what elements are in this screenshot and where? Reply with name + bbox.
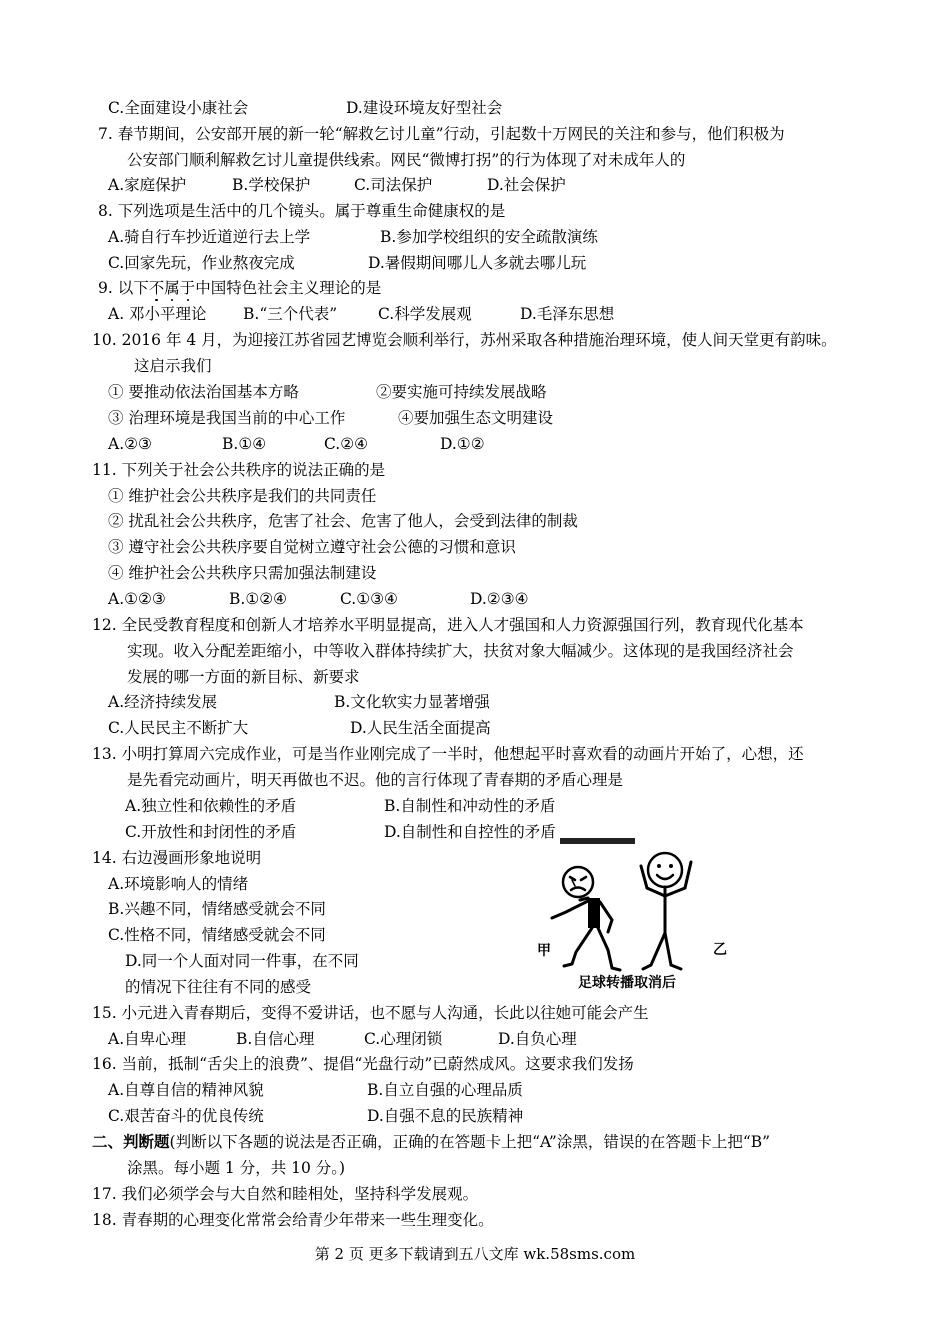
q9-option-b: B.“三个代表” — [243, 305, 338, 323]
q15-option-c: C.心理闭锁 — [364, 1030, 443, 1048]
q8-option-d: D.暑假期间哪儿人多就去哪儿玩 — [368, 254, 587, 272]
q14-option-c: C.性格不同，情绪感受就会不同 — [108, 926, 326, 944]
q13-stem-line1: 13. 小明打算周六完成作业，可是当作业刚完成了一半时，他想起平时喜欢看的动画片开始了，心想，还 — [92, 745, 804, 763]
q18-statement: 18. 青春期的心理变化常常会给青少年带来一些生理变化。 — [92, 1211, 494, 1229]
q14-option-d-line2: 的情况下往往有不同的感受 — [125, 978, 312, 996]
q12-stem-line2: 实现。收入分配差距缩小，中等收入群体持续扩大，扶贫对象大幅减少。这体现的是我国经济社会 — [127, 642, 794, 660]
q9-option-a: A. 邓小平理论 — [108, 305, 207, 323]
page-footer: 第 2 页 更多下载请到五八文库 wk.58sms.com — [314, 1245, 636, 1263]
q7-option-a: A.家庭保护 — [108, 176, 187, 194]
q16-option-b: B.自立自强的心理品质 — [367, 1081, 523, 1099]
q9-option-c: C.科学发展观 — [378, 305, 472, 323]
section-2-instructions: (判断以下各题的说法是否正确，正确的在答题卡上把“A”涂黑，错误的在答题卡上把“B” — [169, 1133, 771, 1151]
q7-stem-line1: 7. 春节期间，公安部开展的新一轮“解救乞讨儿童”行动，引起数十万网民的关注和参与，他们积极为 — [98, 125, 785, 143]
q9-stem-prefix: 9. 以下 — [98, 279, 149, 297]
q9-stem-suffix: 中国特色社会主义理论的是 — [195, 279, 382, 297]
q12-stem-line1: 12. 全民受教育程度和创新人才培养水平明显提高，进入人才强国和人力资源强国行列，教育现代化基本 — [92, 616, 804, 634]
q14-stem: 14. 右边漫画形象地说明 — [92, 849, 262, 867]
q14-option-b: B.兴趣不同，情绪感受就会不同 — [108, 900, 326, 918]
q11-stem: 11. 下列关于社会公共秩序的说法正确的是 — [92, 461, 386, 479]
emphasis-dot-char: 不 — [148, 279, 165, 297]
q10-statement-1: ① 要推动依法治国基本方略 — [108, 383, 299, 401]
section-2-title: 二、判断题 — [92, 1132, 170, 1151]
q12-option-a: A.经济持续发展 — [108, 693, 218, 711]
q15-option-d: D.自负心理 — [498, 1030, 577, 1048]
cartoon-label-jia: 甲 — [537, 943, 551, 959]
emphasis-dot-char: 于 — [179, 279, 196, 297]
q13-option-c: C.开放性和封闭性的矛盾 — [125, 823, 297, 841]
q6-option-d: D.建设环境友好型社会 — [346, 99, 503, 117]
q11-statement-1: ① 维护社会公共秩序是我们的共同责任 — [108, 487, 377, 505]
q7-option-c: C.司法保护 — [354, 176, 433, 194]
q15-option-a: A.自卑心理 — [108, 1030, 187, 1048]
q6-option-c: C.全面建设小康社会 — [108, 99, 249, 117]
q12-option-d: D.人民生活全面提高 — [350, 719, 491, 737]
section-2-heading — [92, 1131, 770, 1153]
q12-option-b: B.文化软实力显著增强 — [334, 693, 490, 711]
q8-stem: 8. 下列选项是生活中的几个镜头。属于尊重生命健康权的是 — [98, 202, 506, 220]
q11-statement-4: ④ 维护社会公共秩序只需加强法制建设 — [108, 564, 377, 582]
q9-option-d: D.毛泽东思想 — [520, 305, 615, 323]
q16-option-a: A.自尊自信的精神风貌 — [108, 1081, 264, 1099]
q10-option-b: B.①④ — [222, 435, 267, 453]
q16-option-d: D.自强不息的民族精神 — [367, 1107, 524, 1125]
section-2-instructions-line2: 涂黑。每小题 1 分，共 10 分。) — [127, 1159, 346, 1177]
q8-option-a: A.骑自行车抄近道逆行去上学 — [108, 228, 311, 246]
q10-stem-line1: 10. 2016 年 4 月，为迎接江苏省园艺博览会顺利举行，苏州采取各种措施治理环境，使人间天堂更有韵味。 — [92, 331, 837, 349]
q7-option-b: B.学校保护 — [232, 176, 311, 194]
q7-stem-line2: 公安部门顺利解救乞讨儿童提供线索。网民“微博打拐”的行为体现了对未成年人的 — [127, 151, 686, 169]
cartoon-label-yi: 乙 — [713, 942, 727, 958]
q13-option-d: D.自制性和自控性的矛盾 — [384, 823, 556, 841]
q10-statement-3: ③ 治理环境是我国当前的中心工作 — [108, 409, 346, 427]
sad-person-figure — [552, 867, 620, 970]
q10-statement-4: ④要加强生态文明建设 — [398, 409, 554, 427]
q10-stem-line2: 这启示我们 — [134, 357, 212, 375]
q8-option-c: C.回家先玩，作业熬夜完成 — [108, 254, 295, 272]
q17-statement: 17. 我们必须学会与大自然和睦相处，坚持科学发展观。 — [92, 1185, 479, 1203]
emphasis-dot-char: 属 — [164, 279, 180, 297]
q11-option-b: B.①②④ — [229, 590, 288, 608]
q12-stem-line3: 发展的哪一方面的新目标、新要求 — [127, 668, 360, 686]
q11-option-d: D.②③④ — [470, 590, 529, 608]
q10-option-c: C.②④ — [324, 435, 369, 453]
q11-option-c: C.①③④ — [340, 590, 398, 608]
cartoon-cutoff-text — [560, 838, 635, 844]
q11-option-a: A.①②③ — [108, 590, 166, 608]
q14-option-a: A.环境影响人的情绪 — [108, 875, 249, 893]
q10-statement-2: ②要实施可持续发展战略 — [376, 383, 547, 401]
q9-stem — [98, 277, 381, 299]
cartoon-caption: 足球转播取消后 — [578, 975, 676, 991]
q10-option-d: D.①② — [440, 435, 485, 453]
q14-option-d-line1: D.同一个人面对同一件事，在不同 — [125, 952, 359, 970]
q16-stem: 16. 当前，抵制“舌尖上的浪费”、提倡“光盘行动”已蔚然成风。这要求我们发扬 — [92, 1055, 634, 1073]
q15-option-b: B.自信心理 — [236, 1030, 315, 1048]
q13-option-a: A.独立性和依赖性的矛盾 — [125, 797, 297, 815]
q8-option-b: B.参加学校组织的安全疏散演练 — [380, 228, 598, 246]
q10-option-a: A.②③ — [108, 435, 152, 453]
q15-stem: 15. 小元进入青春期后，变得不爱讲话，也不愿与人沟通，长此以往她可能会产生 — [92, 1004, 649, 1022]
happy-person-figure — [641, 853, 691, 969]
q11-statement-3: ③ 遵守社会公共秩序要自觉树立遵守社会公德的习惯和意识 — [108, 538, 516, 556]
q13-option-b: B.自制性和冲动性的矛盾 — [384, 797, 556, 815]
q11-statement-2: ② 扰乱社会公共秩序，危害了社会、危害了他人，会受到法律的制裁 — [108, 512, 578, 530]
q13-stem-line2: 是先看完动画片，明天再做也不迟。他的言行体现了青春期的矛盾心理是 — [127, 771, 624, 789]
q12-option-c: C.人民民主不断扩大 — [108, 719, 249, 737]
q7-option-d: D.社会保护 — [487, 176, 566, 194]
q16-option-c: C.艰苦奋斗的优良传统 — [108, 1107, 264, 1125]
